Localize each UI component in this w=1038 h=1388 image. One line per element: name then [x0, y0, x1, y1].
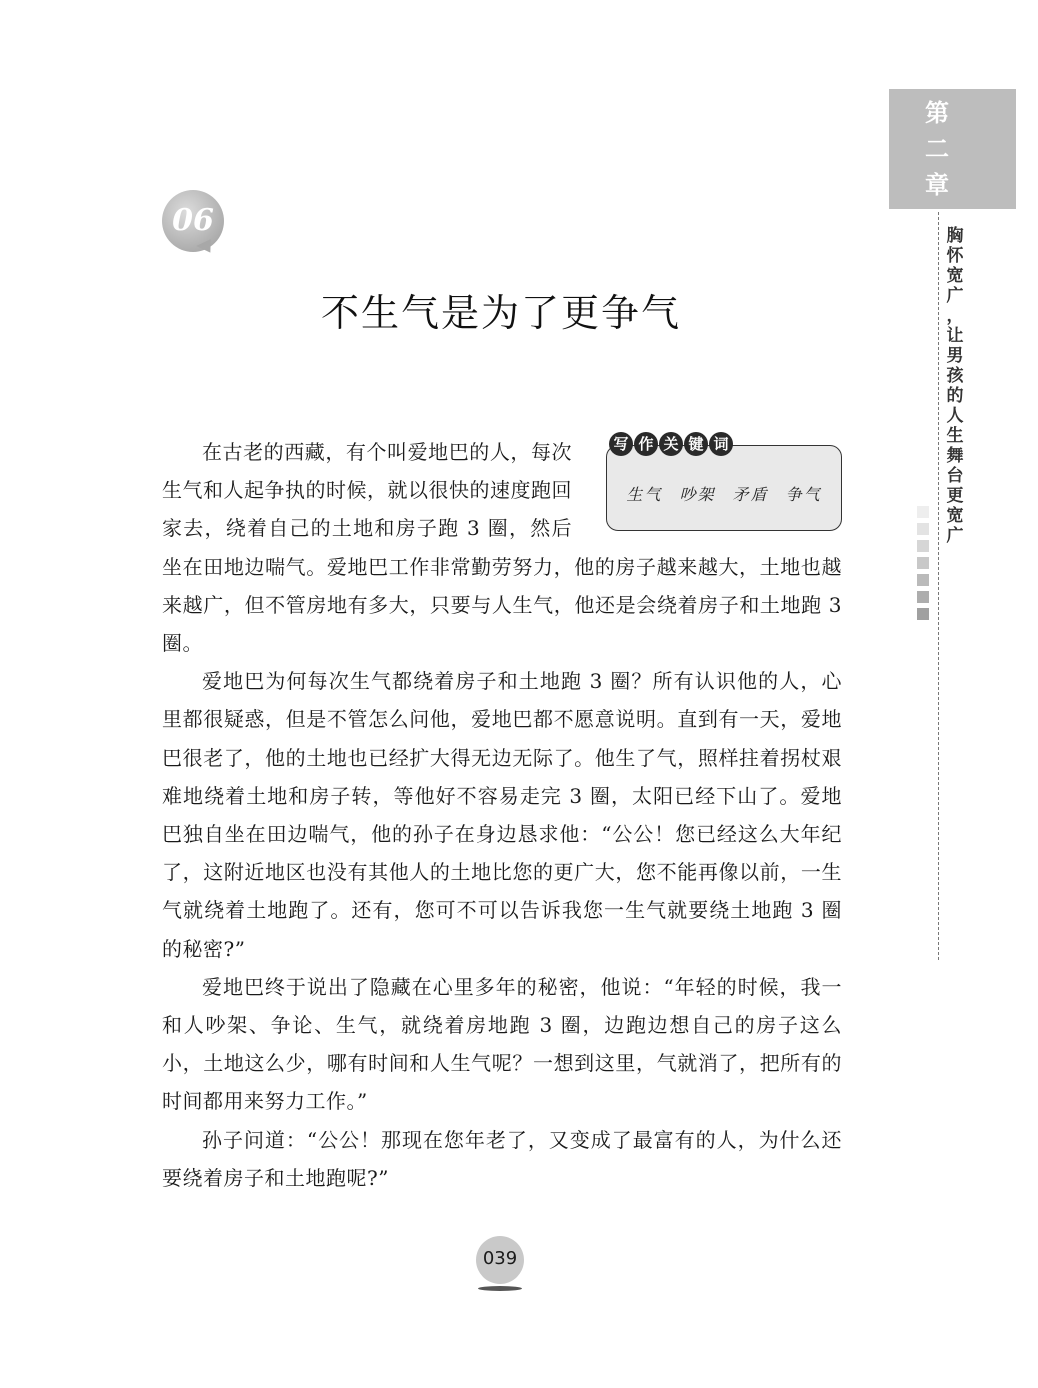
- keyword-label-char: 作: [634, 432, 658, 456]
- side-title-char: 让: [946, 326, 964, 346]
- article-number-badge: [162, 190, 224, 252]
- chapter-side-title: [944, 226, 966, 546]
- chapter-char: 二: [925, 135, 949, 163]
- keyword-label-char: 词: [709, 432, 733, 456]
- decorative-square: [917, 574, 929, 586]
- decorative-square: [917, 557, 929, 569]
- writing-keywords-box: [606, 435, 842, 531]
- writing-keywords-label: [609, 432, 733, 456]
- side-title-char: 广: [946, 526, 964, 546]
- chapter-label: [889, 95, 985, 203]
- page-number: 039: [482, 1248, 518, 1269]
- paragraph: 在古老的西藏，有个叫爱地巴的人，每次生气和人起争执的时候，就以很快的速度跑回家去，绕着自己的土地和房子跑 3 圈，然后坐在田地边喘气。爱地巴工作非常勤劳努力，他的房子越来越大，土地也越来越广，但不管房地有多大，只要与人生气，他还是会绕着房子和土地跑 3 圈。: [162, 440, 842, 656]
- side-title-char: 生: [946, 426, 964, 446]
- keyword-label-char: 键: [684, 432, 708, 456]
- paragraph: 孙子问道：“公公！那现在您年老了，又变成了最富有的人，为什么还要绕着房子和土地跑呢?”: [162, 1127, 842, 1190]
- decorative-square: [917, 608, 929, 620]
- side-title-char: 的: [946, 386, 964, 406]
- decorative-squares: [917, 506, 929, 625]
- side-title-char: 人: [946, 406, 964, 426]
- side-title-char: 胸: [946, 226, 964, 246]
- article-number: 06: [172, 203, 214, 238]
- side-title-char: 怀: [946, 246, 964, 266]
- paragraph: 爱地巴为何每次生气都绕着房子和土地跑 3 圈？所有认识他的人，心里都很疑惑，但是不管怎么问他，爱地巴都不愿意说明。直到有一天，爱地巴很老了，他的土地也已经扩大得无边无际了。他生了气，照样拄着拐杖艰难地绕着土地和房子转，等他好不容易走完 3 圈，太阳已经下山了。爱地巴独自坐在田边喘气，他的孙子在身边恳求他：“公公！您已经这么大年纪了，这附近地区也没有其他人的土地比您的更广大，您不能再像以前，一生气就绕着土地跑了。还有，您可不可以告诉我您一生气就要绕土地跑 3 圈的秘密?”: [162, 669, 842, 961]
- chapter-char: 章: [925, 171, 949, 199]
- decorative-square: [917, 506, 929, 518]
- article-body: [162, 433, 842, 1197]
- paragraph: 爱地巴终于说出了隐藏在心里多年的秘密，他说：“年轻的时候，我一和人吵架、争论、生气，就绕着房地跑 3 圈，边跑边想自己的房子这么小，土地这么少，哪有时间和人生气呢？一想到这里，气就消了，把所有的时间都用来努力工作。”: [162, 974, 842, 1114]
- side-title-char: 孩: [946, 366, 964, 386]
- keyword-label-char: 写: [609, 432, 633, 456]
- article-title: 不生气是为了更争气: [320, 291, 681, 335]
- side-title-char: ，: [946, 306, 964, 326]
- side-title-char: 宽: [946, 506, 964, 526]
- side-title-char: 广: [946, 286, 964, 306]
- chapter-char: 第: [925, 99, 949, 127]
- chapter-tab: [889, 89, 1016, 209]
- page-number-shadow: [478, 1286, 522, 1291]
- side-title-char: 男: [946, 346, 964, 366]
- decorative-square: [917, 591, 929, 603]
- page-number-badge: [476, 1236, 524, 1284]
- keyword-list: 生气 吵架 矛盾 争气: [626, 485, 822, 504]
- decorative-square: [917, 523, 929, 535]
- side-title-char: 台: [946, 466, 964, 486]
- side-title-char: 舞: [946, 446, 964, 466]
- side-title-char: 宽: [946, 266, 964, 286]
- keyword-label-char: 关: [659, 432, 683, 456]
- side-title-char: 更: [946, 486, 964, 506]
- decorative-square: [917, 540, 929, 552]
